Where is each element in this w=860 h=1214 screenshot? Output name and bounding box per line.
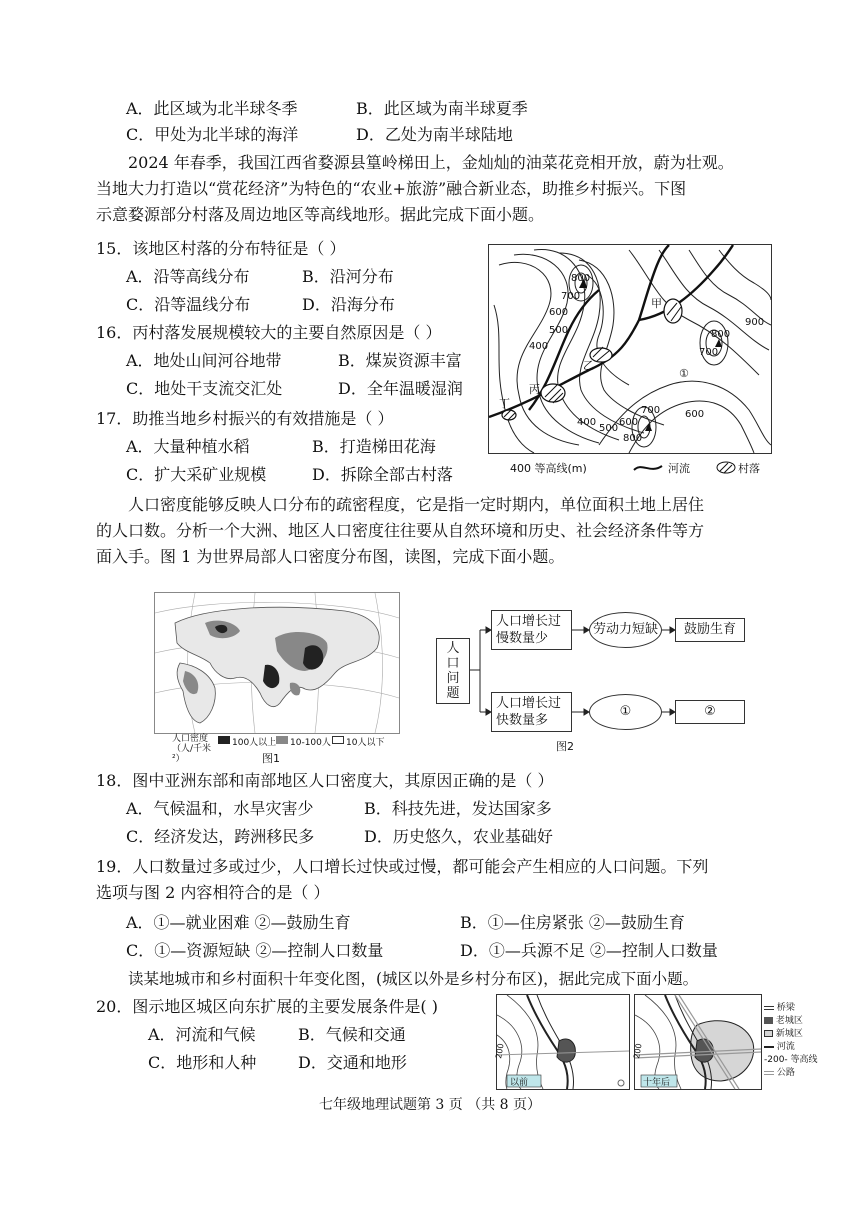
contour-label: 800 [571,273,591,284]
intro2-line2: 的人口数。分析一个大洲、地区人口密度往往要从自然环境和历史、社会经济条件等方 [96,521,705,540]
intro2-line1: 人口密度能够反映人口分布的疏密程度，它是指一定时期内，单位面积土地上居住 [128,495,705,514]
legend-contour: -200- 等高线 [764,1055,818,1065]
legend-contour: 400 等高线(m) [510,462,587,475]
legend-bridge-row [764,1002,834,1015]
contour-label: 200 [632,1042,644,1060]
q18-option-c: C．经济发达，跨洲移民多 [126,827,315,846]
old-city-legend-icon [764,1017,773,1024]
q16-option-c: C．地处干支流交汇处 [126,379,283,398]
city-map-before [496,994,630,1090]
q18-option-a: A．气候温和，水旱灾害少 [126,799,314,818]
intro1-line3: 示意婺源部分村落及周边地区等高线地形。据此完成下面小题。 [96,205,545,224]
place-label-yi: 乙 [583,359,594,372]
road-legend-icon [764,1071,774,1075]
contour-label: 700 [561,291,581,302]
intro1-line1: 2024 年春季，我国江西省婺源县篁岭梯田上，金灿灿的油菜花竞相开放，蔚为壮观。 [128,153,734,172]
q14-option-d: D．乙处为南半球陆地 [356,125,513,144]
city-map-after [634,994,762,1090]
contour-map-drawing [489,245,771,453]
q18-option-b: B．科技先进，发达国家多 [364,799,552,818]
q20-option-a: A．河流和气候 [148,1025,256,1044]
bottom-measure-box: ② [675,700,745,724]
city-map-before-drawing [494,995,629,1089]
legend-high-swatch [218,736,230,744]
q20-option-b: B．气候和交通 [298,1025,406,1044]
contour-label: 400 [529,341,549,352]
q16-option-b: B．煤炭资源丰富 [338,351,462,370]
q16-stem: 16．丙村落发展规模较大的主要自然原因是（ ） [96,323,442,342]
top-cause-box: 人口增长过慢数量少 [491,610,572,650]
q17-option-b: B．打造梯田花海 [312,437,436,456]
q17-option-c: C．扩大采矿业规模 [126,465,267,484]
q18-option-d: D．历史悠久，农业基础好 [364,827,553,846]
legend-high: 100人以上 [232,738,277,748]
village-legend-icon [716,461,736,474]
q15-option-b: B．沿河分布 [302,267,394,286]
top-measure-box: 鼓励生育 [675,618,745,642]
q15-stem: 15．该地区村落的分布特征是（ ） [96,239,346,258]
q15-option-c: C．沿等温线分布 [126,295,251,314]
figure2-caption: 图2 [556,740,574,753]
top-result-oval: 劳动力短缺 [589,612,662,648]
q16-option-d: D．全年温暖湿润 [338,379,463,398]
place-label-ding: 丁 [499,397,510,410]
contour-label: 700 [641,405,661,416]
contour-label: 600 [619,417,639,428]
q19-option-d: D．①—兵源不足 ②—控制人口数量 [460,941,718,960]
place-label-bing: 丙 [529,383,540,396]
legend-low: 10人以下 [346,738,385,748]
place-label-one: ① [679,367,689,380]
q17-option-a: A．大量种植水稻 [126,437,250,456]
q20-option-c: C．地形和人种 [148,1053,257,1072]
q15-option-a: A．沿等高线分布 [126,267,250,286]
intro1-line2: 当地大力打造以“赏花经济”为特色的“农业+旅游”融合新业态，助推乡村振兴。下图 [96,179,687,198]
legend-mid: 10-100人 [290,738,331,748]
q16-option-a: A．地处山间河谷地带 [126,351,282,370]
q15-option-d: D．沿海分布 [302,295,395,314]
contour-label: 800 [623,433,643,444]
bridge-legend-icon [764,1006,774,1010]
bottom-result-oval: ① [589,694,662,730]
legend-river: 河流 [668,462,690,475]
city-map-after-drawing [632,995,761,1089]
legend-low-swatch [332,736,344,744]
page-footer: 七年级地理试题第 3 页 （共 8 页） [318,1097,542,1113]
bottom-cause-box: 人口增长过快数量多 [491,692,572,732]
q17-stem: 17．助推当地乡村振兴的有效措施是（ ） [96,409,394,428]
contour-map-legend [510,460,770,476]
q14-option-c: C．甲处为北半球的海洋 [126,125,299,144]
q14-option-b: B．此区域为南半球夏季 [356,99,528,118]
legend-title: 人口密度（人/千米²） [172,734,212,764]
legend-contour-row [764,1054,834,1067]
q18-stem: 18．图中亚洲东部和南部地区人口密度大，其原因正确的是（ ） [96,771,554,790]
place-label-jia: 甲 [651,297,662,310]
contour-label: 500 [599,423,619,434]
map-after-label: 十年后 [643,1078,671,1088]
population-density-map [154,592,400,734]
q17-option-d: D．拆除全部古村落 [312,465,453,484]
population-problem-flowchart [436,600,776,732]
contour-map [488,244,772,454]
q19-stem-line1: 19．人口数量过多或过少，人口增长过快或过慢，都可能会产生相应的人口问题。下列 [96,857,709,876]
contour-label: 800 [711,329,731,340]
intro2-line3: 面入手。图 1 为世界局部人口密度分布图，读图，完成下面小题。 [96,547,565,566]
figure1-caption: 图1 [262,752,280,765]
legend-river-row [764,1041,834,1054]
intro3: 读某地城市和乡村面积十年变化图，(城区以外是乡村分布区)，据此完成下面小题。 [128,970,699,988]
legend-bridge: 桥梁 [776,1003,795,1013]
river-legend-icon [632,462,664,474]
legend-new: 新城区 [775,1029,803,1039]
legend-old: 老城区 [775,1016,803,1026]
root-box: 人口问题 [436,638,470,704]
population-density-drawing [155,593,399,733]
contour-label: 900 [745,317,765,328]
legend-road-row [764,1067,834,1080]
q19-stem-line2: 选项与图 2 内容相符合的是（ ） [96,883,330,902]
contour-label: 200 [494,1042,506,1060]
q19-option-b: B．①—住房紧张 ②—鼓励生育 [460,913,685,932]
contour-label: 500 [549,325,569,336]
legend-old-row [764,1015,834,1028]
contour-label: 600 [685,409,705,420]
q14-option-a: A．此区域为北半球冬季 [126,99,298,118]
legend-new-row [764,1028,834,1041]
legend-river: 河流 [776,1042,795,1052]
q19-option-a: A．①—就业困难 ②—鼓励生育 [126,913,351,932]
legend-mid-swatch [276,736,288,744]
q20-stem: 20．图示地区城区向东扩展的主要发展条件是( ) [96,997,438,1016]
legend-village: 村落 [738,462,760,475]
contour-label: 400 [577,417,597,428]
city-map-legend [764,1002,834,1088]
river-legend-icon [764,1046,774,1048]
contour-label: 600 [549,307,569,318]
new-city-legend-icon [764,1030,773,1037]
legend-road: 公路 [776,1068,795,1078]
contour-label: 700 [699,347,719,358]
map-before-label: 以前 [510,1078,529,1088]
q20-option-d: D．交通和地形 [298,1053,407,1072]
q19-option-c: C．①—资源短缺 ②—控制人口数量 [126,941,384,960]
